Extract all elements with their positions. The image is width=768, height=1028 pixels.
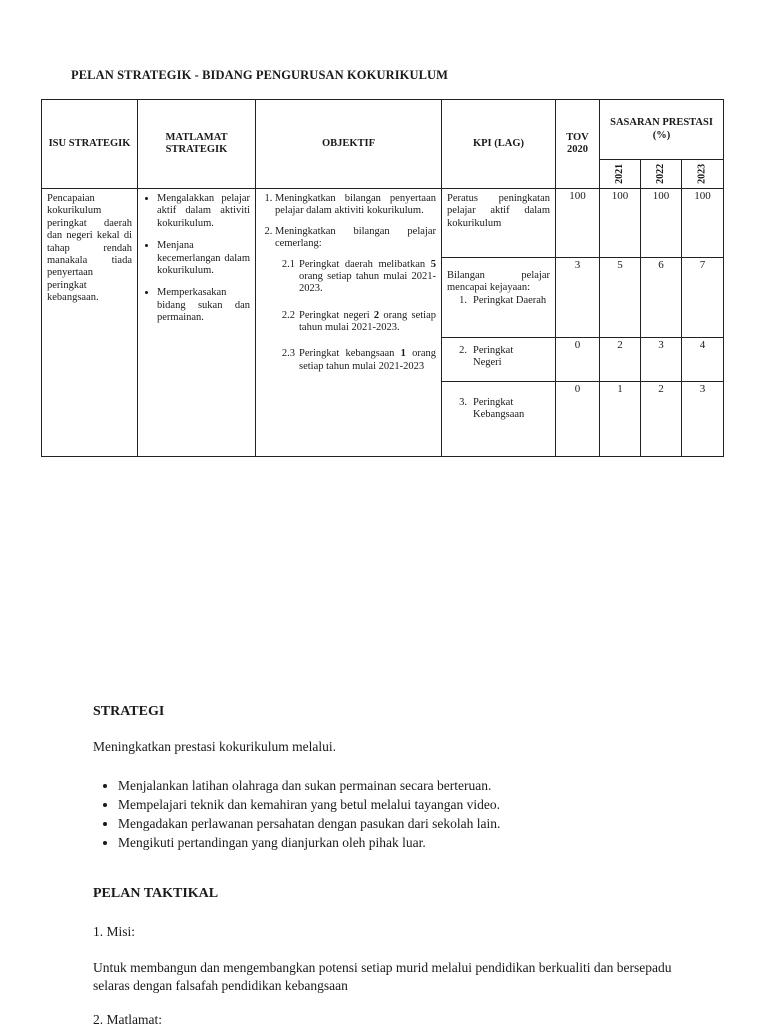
list-item: • Menjalankan latihan olahraga dan sukan permainan secara berteruan. <box>118 776 692 795</box>
kpi-cell: Peratus peningkatan pelajar aktif dalam kokurikulum <box>442 189 556 258</box>
list-item: • Mengadakan perlawanan persahatan dengan pasukan dari sekolah lain. <box>118 814 692 833</box>
matlamat-item: • Memperkasakan bidang sukan dan permainan. <box>157 287 250 324</box>
isu-cell: Pencapaian kokurikulum peringkat daerah dan negeri kekal di tahap rendah manakala tiada penyertaan peringkat kebangsaan. <box>42 189 138 457</box>
tov-value: 3 <box>556 258 600 338</box>
target-2021: 100 <box>600 189 641 258</box>
matlamat-label: 2. Matlamat: <box>93 1012 162 1027</box>
matlamat-cell <box>138 189 256 457</box>
target-2022: 2 <box>641 382 682 457</box>
matlamat-item: • Mengalakkan pelajar aktif dalam aktiviti kokurikulum. <box>157 193 250 230</box>
header-sasaran: SASARAN PRESTASI (%) <box>600 100 724 160</box>
header-isu: ISU STRATEGIK <box>42 100 138 189</box>
kpi-cell: 3. Peringkat Kebangsaan <box>442 382 556 457</box>
objektif-item-2: 2. Meningkatkan bilangan pelajar cemerlang: 2.1 Peringkat daerah melibatkan 5 orang setiap tahun mulai 2021-2023. 2.2 Peringkat negeri 2 orang setiap tahun mulai 2021-2023. 2.3 Peringkat kebangsaan 1 orang setiap tahun mulai 2021-2023 <box>275 226 436 373</box>
header-matlamat: MATLAMAT STRATEGIK <box>138 100 256 189</box>
header-year-2023: 2023 <box>682 160 724 189</box>
target-2023: 7 <box>682 258 724 338</box>
target-2023: 3 <box>682 382 724 457</box>
kpi-cell: Bilangan pelajar mencapai kejayaan: 1. Peringkat Daerah <box>442 258 556 338</box>
pelan-taktikal-heading: PELAN TAKTIKAL <box>93 886 219 901</box>
strategic-plan-table <box>41 99 724 457</box>
list-item: • Mempelajari teknik dan kemahiran yang betul melalui tayangan video. <box>118 795 692 814</box>
strategi-list <box>72 776 692 852</box>
objektif-item-1: 1. Meningkatkan bilangan penyertaan pelajar dalam aktiviti kokurikulum. <box>275 193 436 218</box>
header-kpi: KPI (LAG) <box>442 100 556 189</box>
target-2022: 6 <box>641 258 682 338</box>
target-2021: 5 <box>600 258 641 338</box>
header-year-2022: 2022 <box>641 160 682 189</box>
header-objektif: OBJEKTIF <box>256 100 442 189</box>
tov-value: 100 <box>556 189 600 258</box>
objektif-sub-item: 2.2 Peringkat negeri 2 orang setiap tahun mulai 2021-2023. <box>281 309 436 333</box>
objektif-cell <box>256 189 442 457</box>
objektif-sub-item: 2.1 Peringkat daerah melibatkan 5 orang setiap tahun mulai 2021-2023. <box>281 258 436 295</box>
list-item: • Mengikuti pertandingan yang dianjurkan oleh pihak luar. <box>118 833 692 852</box>
target-2023: 100 <box>682 189 724 258</box>
matlamat-item: • Menjana kecemerlangan dalam kokurikulum. <box>157 240 250 277</box>
kpi-cell: 2. Peringkat Negeri <box>442 338 556 382</box>
table-row <box>42 189 724 258</box>
misi-label: 1. Misi: <box>93 924 136 939</box>
tov-value: 0 <box>556 382 600 457</box>
header-tov: TOV 2020 <box>556 100 600 189</box>
target-2022: 3 <box>641 338 682 382</box>
target-2021: 1 <box>600 382 641 457</box>
target-2022: 100 <box>641 189 682 258</box>
tov-value: 0 <box>556 338 600 382</box>
strategi-intro: Meningkatkan prestasi kokurikulum melalui. <box>93 739 336 754</box>
misi-text: Untuk membangun dan mengembangkan potensi setiap murid melalui pendidikan berkualiti dan bersepadu selaras dengan falsafah pendidikan kebangsaan <box>93 960 672 993</box>
header-year-2021: 2021 <box>600 160 641 189</box>
target-2021: 2 <box>600 338 641 382</box>
target-2023: 4 <box>682 338 724 382</box>
document-title: PELAN STRATEGIK - BIDANG PENGURUSAN KOKURIKULUM <box>71 68 449 82</box>
objektif-sub-item: 2.3 Peringkat kebangsaan 1 orang setiap tahun mulai 2021-2023 <box>281 348 436 372</box>
strategi-heading: STRATEGI <box>93 704 165 719</box>
